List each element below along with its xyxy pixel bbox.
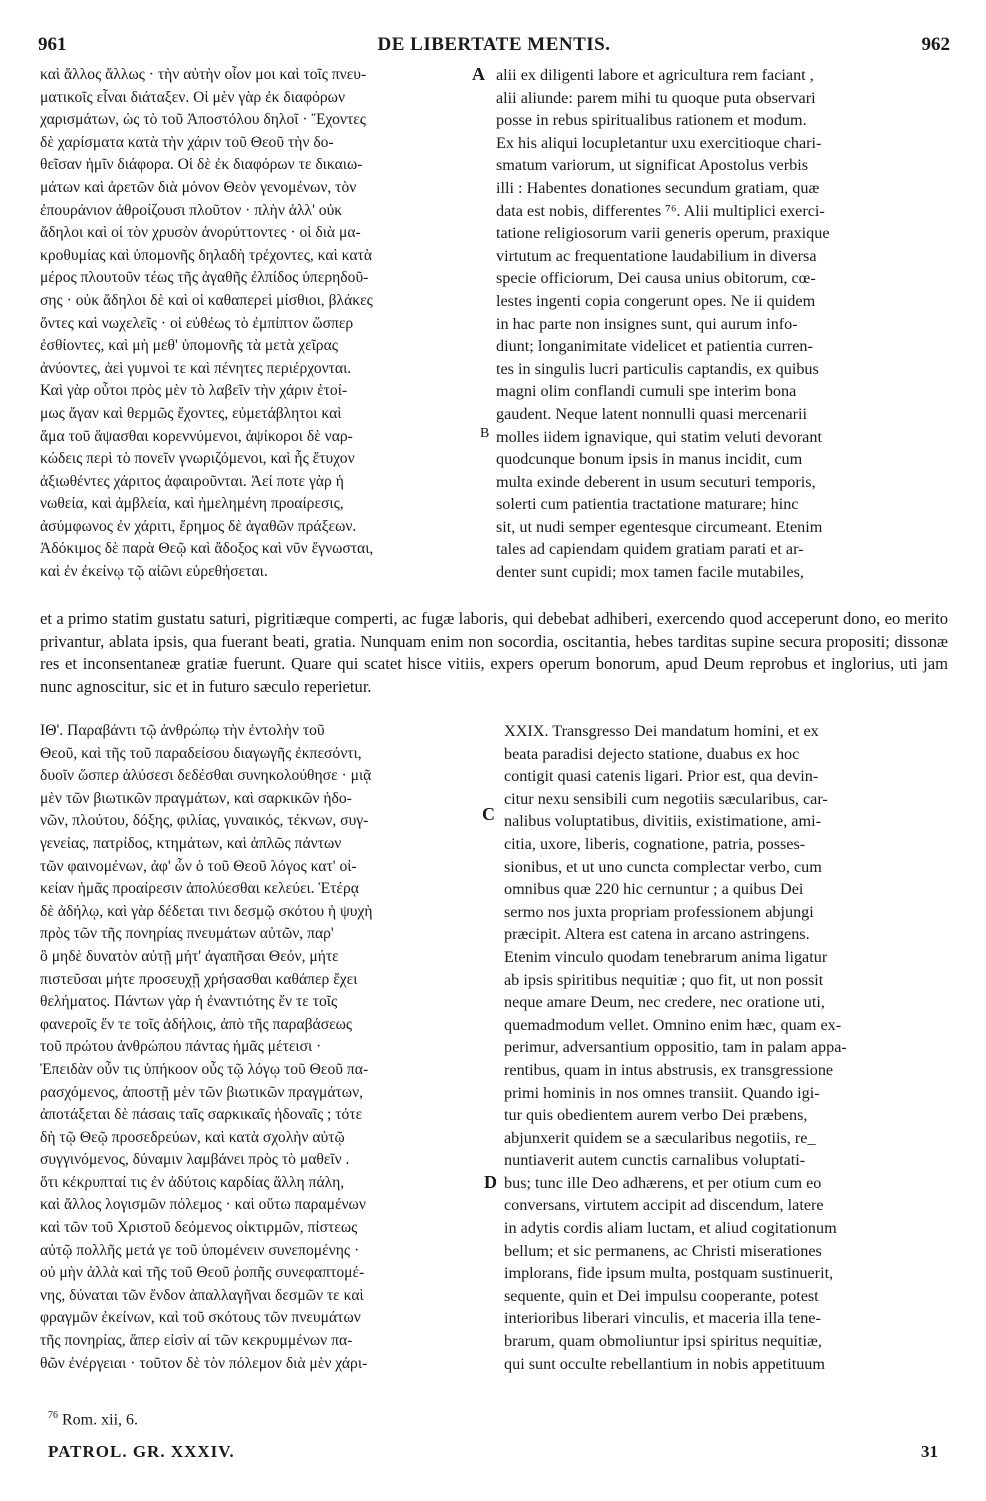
greek-text-top: καὶ ἄλλος ἄλλως · τὴν αὐτὴν οἶον μοι καὶ τοῖς πνευ- ματικοῖς εἶναι διάταξεν. Οἱ μὲν γὰρ ἐκ διαφόρων χαρισμάτων, ὡς τὸ τοῦ Ἀποστόλου δηλοῖ · Ἔχοντες δὲ χαρίσματα κατὰ τὴν χάριν τοῦ Θεοῦ τὴν δο- θεῖσαν ἡμῖν διάφορα. Οἱ δὲ ἐκ διαφόρων τε δικαιω- μάτων καὶ ἀρετῶν διὰ μόνον Θεὸν γενομένων, τὸν ἐπουράνιον ἀθροίζουσι πλοῦτον · πλὴν ἀλλ' οὐκ ἄδηλοι καὶ οἱ τὸν χρυσὸν ἀνορύττοντες · οἱ διὰ μα- κροθυμίας καὶ ὑπομονῆς δηλαδὴ τρέχοντες, καὶ κατὰ μέρος πλουτοῦν τέως τῆς ἀγαθῆς ἐλπίδος ὑπερηδοῦ- σης · οὐκ ἄδηλοι δὲ καὶ οἱ καθαπερεὶ μίσθιοι, βλάκες ὄντες καὶ νωχελεῖς · οἱ εὐθέως τὸ ἐμπίπτον ὥσπερ ἐσθίοντες, καὶ μὴ μεθ' ὑπομονῆς τὰ μετὰ χεῖρας ἀνύοντες, ἀεὶ γυμνοὶ τε καὶ πένητες περιέρχονται. Καὶ γὰρ οὗτοι πρὸς μὲν τὸ λαβεῖν τὴν χάριν ἑτοί- μως ἄγαν καὶ θερμῶς ἔχοντες, εὐμετάβλητοι καὶ ἅμα τοῦ ἅψασθαι κορεννύμενοι, ἀψίκοροι δὲ ναρ- κώδεις περὶ τὸ πονεῖν γνωριζόμενοι, καὶ ἧς ἔτυχον ἀξιωθέντες χάριτος ἀφαιροῦνται. Ἀεί ποτε γὰρ ἡ νωθεία, καὶ ἀμβλεία, καὶ ἠμελημένη προαίρεσις, ἀσύμφωνος ἐν χάριτι, ἔρημος δὲ ἀγαθῶν πράξεων. Ἀδόκιμος δὲ παρὰ Θεῷ καὶ ἄδοξος καὶ νῦν ἔγνωσται, καὶ ἐν ἐκείνῳ τῷ αἰῶνι εὑρεθήσεται.: [40, 66, 374, 581]
latin-column-bottom: [504, 720, 948, 1375]
footer-signature: 31: [921, 1442, 938, 1461]
greek-column-bottom: [40, 720, 480, 1375]
footnote-number: 76: [48, 1410, 58, 1421]
footnote: [48, 1410, 138, 1429]
latin-text-bottom: XXIX. Transgresso Dei mandatum homini, et ex beata paradisi dejecto statione, duabus ex hoc contigit quasi catenis ligari. Prior est, qua devin- citur nexu sensibili cum negotiis sæcularibus, car- nalibus voluptatibus, divitiis, existimatione, ami- citia, uxore, liberis, cognatione, patria, posses- sionibus, et ut uno cuncta complectar verbo, cum omnibus quæ 220 hic cernuntur ; a quibus Dei sermo nos juxta propriam professionem abjungi præcipit. Altera est catena in arcano astringens. Etenim vinculo quodam tenebrarum anima ligatur ab ipsis spiritibus nequitiæ ; quo fit, ut non possit neque amare Deum, nec credere, nec oratione uti, quemadmodum vellet. Omnino enim hæc, quam ex- perimur, adversantium oppositio, tam in palam appa- rentibus, quam in intus abstrusis, ex transgressione primi hominis in nos omnes transiit. Quando igi- tur quis obedientem aurem verbo Dei præbens, abjunxerit quidem se a sæcularibus negotiis, re_ nuntiaverit autem cunctis carnalibus voluptati- bus; tunc ille Deo adhærens, et per otium cum eo conversans, virtutem accipit ad discendum, latere in adytis cordis aliam luctam, et aliud cogitationum bellum; et sic permanens, ac Christi miserationes implorans, fide ipsum multa, postquam sustinuerit, sequente, quin et Dei impulsu cooperante, potest interioribus liberari vinculis, et maceria illa tene- brarum, quam obmoliuntur ipsi spiritus nequitiæ, qui sunt occulte rebellantium in nobis appetituum: [504, 722, 847, 1373]
latin-column-top: [496, 64, 948, 584]
greek-column-top: [40, 64, 468, 584]
footnote-text: Rom. xii, 6.: [62, 1411, 139, 1429]
latin-full-width: [40, 608, 948, 698]
page-header: [38, 34, 950, 58]
page-footer: [48, 1442, 938, 1466]
latin-text-full: et a primo statim gustatu saturi, pigritiæque comperti, ac fugæ laboris, qui debebat adhiberi, exercendo quod acceperunt dono, eo merito privantur, ablata ipsis, qua fuerant beati, gratia. Nunquam enim non socordia, oscitantia, hebes tarditas supine secura propositi; dissonæ res et inconsentaneæ gratiæ fuerunt. Quare qui scatet hisce vitiis, expers operum bonorum, apud Deum reprobus et inglorius, uti jam nunc agnoscitur, sic et in futuro sæculo reperietur.: [40, 609, 948, 696]
page-number-left: 961: [38, 34, 67, 55]
section-marker-c: C: [482, 804, 495, 824]
latin-text-top: alii ex diligenti labore et agricultura rem faciant , alii aliunde: parem mihi tu quoque puta observari posse in rebus spiritualibus rationem et modum. Ex his aliqui locupletantur uxu exercitioque chari- smatum variorum, ut significat Apostolus verbis illi : Habentes donationes secundum gratiam, quæ data est nobis, differentes ⁷⁶. Alii multiplici exerci- tatione religiosorum varii generis operum, praxique virtutum ac frequentatione laudabilium in diversa specie officiorum, Dei causa unius obitorum, cœ- lestes ingenti copia congerunt opes. Ne ii quidem in hac parte non insignes sunt, qui aurum info- diunt; longanimitate videlicet et patientia curren- tes in singulis lucri particulis captandis, ex quibus magni olim conflandi cumuli spe interim bona gaudent. Neque latent nonnulli quasi mercenarii molles iidem ignavique, qui statim veluti devorant quodcunque bonum ipsis in manus incidit, cum multa exinde deberent in usum secuturi temporis, solerti cum patientia tractatione maturare; hinc sit, ut nudi semper egentesque circumeant. Etenim tales ad capiendam quidem gratiam parati et ar- denter sunt cupidi; mox tamen facile mutabiles,: [496, 66, 830, 582]
running-title: DE LIBERTATE MENTIS.: [377, 34, 611, 55]
footer-series: PATROL. GR. XXXIV.: [48, 1442, 235, 1461]
greek-text-bottom: ΙΘ'. Παραβάντι τῷ ἀνθρώπῳ τὴν ἐντολὴν τοῦ Θεοῦ, καὶ τῆς τοῦ παραδείσου διαγωγῆς ἐκπεσόντι, δυοῖν ὥσπερ ἁλύσεσι δεδέσθαι συνηκολούθησε · μιᾷ μὲν τῶν βιωτικῶν πραγμάτων, καὶ σαρκικῶν ἡδο- νῶν, πλούτου, δόξης, φιλίας, γυναικός, τέκνων, συγ- γενείας, πατρίδος, κτημάτων, καὶ ἁπλῶς πάντων τῶν φαινομένων, ἀφ' ὧν ὁ τοῦ Θεοῦ λόγος κατ' οἰ- κείαν ἡμᾶς προαίρεσιν ἀπολύεσθαι κελεύει. Ἑτέρᾳ δὲ ἀδήλῳ, καὶ γὰρ δέδεται τινι δεσμῷ σκότου ἡ ψυχὴ πρὸς τῶν τῆς πονηρίας πνευμάτων αὐτῶν, παρ' ὃ μηδὲ δυνατὸν αὐτῇ μήτ' ἀγαπῆσαι Θεόν, μήτε πιστεῦσαι μήτε προσευχῇ χρήσασθαι καθάπερ ἔχει θελήματος. Πάντων γὰρ ἡ ἐναντιότης ἔν τε τοῖς φανεροῖς ἔν τε τοῖς ἀδήλοις, ἀπὸ τῆς παραβάσεως τοῦ πρώτου ἀνθρώπου πάντας ἡμᾶς μέτεισι · Ἐπειδὰν οὖν τις ὑπήκοον οὖς τῷ λόγῳ τοῦ Θεοῦ πα- ρασχόμενος, ἀποστῇ μὲν τῶν βιωτικῶν πραγμάτων, ἀποτάξεται δὲ πάσαις ταῖς σαρκικαῖς ἡδοναῖς ; τότε δὴ τῷ Θεῷ προσεδρεύων, καὶ κατὰ σχολὴν αὐτῷ συγγινόμενος, δύναμιν λαμβάνει πρὸς τὸ μαθεῖν . ὅτι κέκρυπταί τις ἐν ἀδύτοις καρδίας ἄλλη πάλη, καὶ ἄλλος λογισμῶν πόλεμος · καὶ οὕτω παραμένων καὶ τῶν τοῦ Χριστοῦ δεόμενος οἰκτιρμῶν, πίστεως αὐτῷ πολλῆς μετά γε τοῦ ὑπομένειν συνεπομένης · οὐ μὴν ἀλλὰ καὶ τῆς τοῦ Θεοῦ ῥοπῆς συνεφαπτομέ- νης, δύναται τῶν ἔνδον ἀπαλλαγῆναι δεσμῶν τε καὶ φραγμῶν ἐκείνων, καὶ τοῦ σκότους τῶν πνευμάτων τῆς πονηρίας, ἅπερ εἰσὶν αἱ τῶν κεκρυμμένων πα- θῶν ἐνέργειαι · τοῦτον δὲ τὸν πόλεμον διὰ μὲν χάρι-: [40, 722, 373, 1372]
section-marker-d: D: [484, 1172, 497, 1192]
page-number-right: 962: [921, 34, 950, 55]
section-marker-b: B: [480, 426, 490, 441]
section-marker-a: A: [472, 64, 485, 84]
